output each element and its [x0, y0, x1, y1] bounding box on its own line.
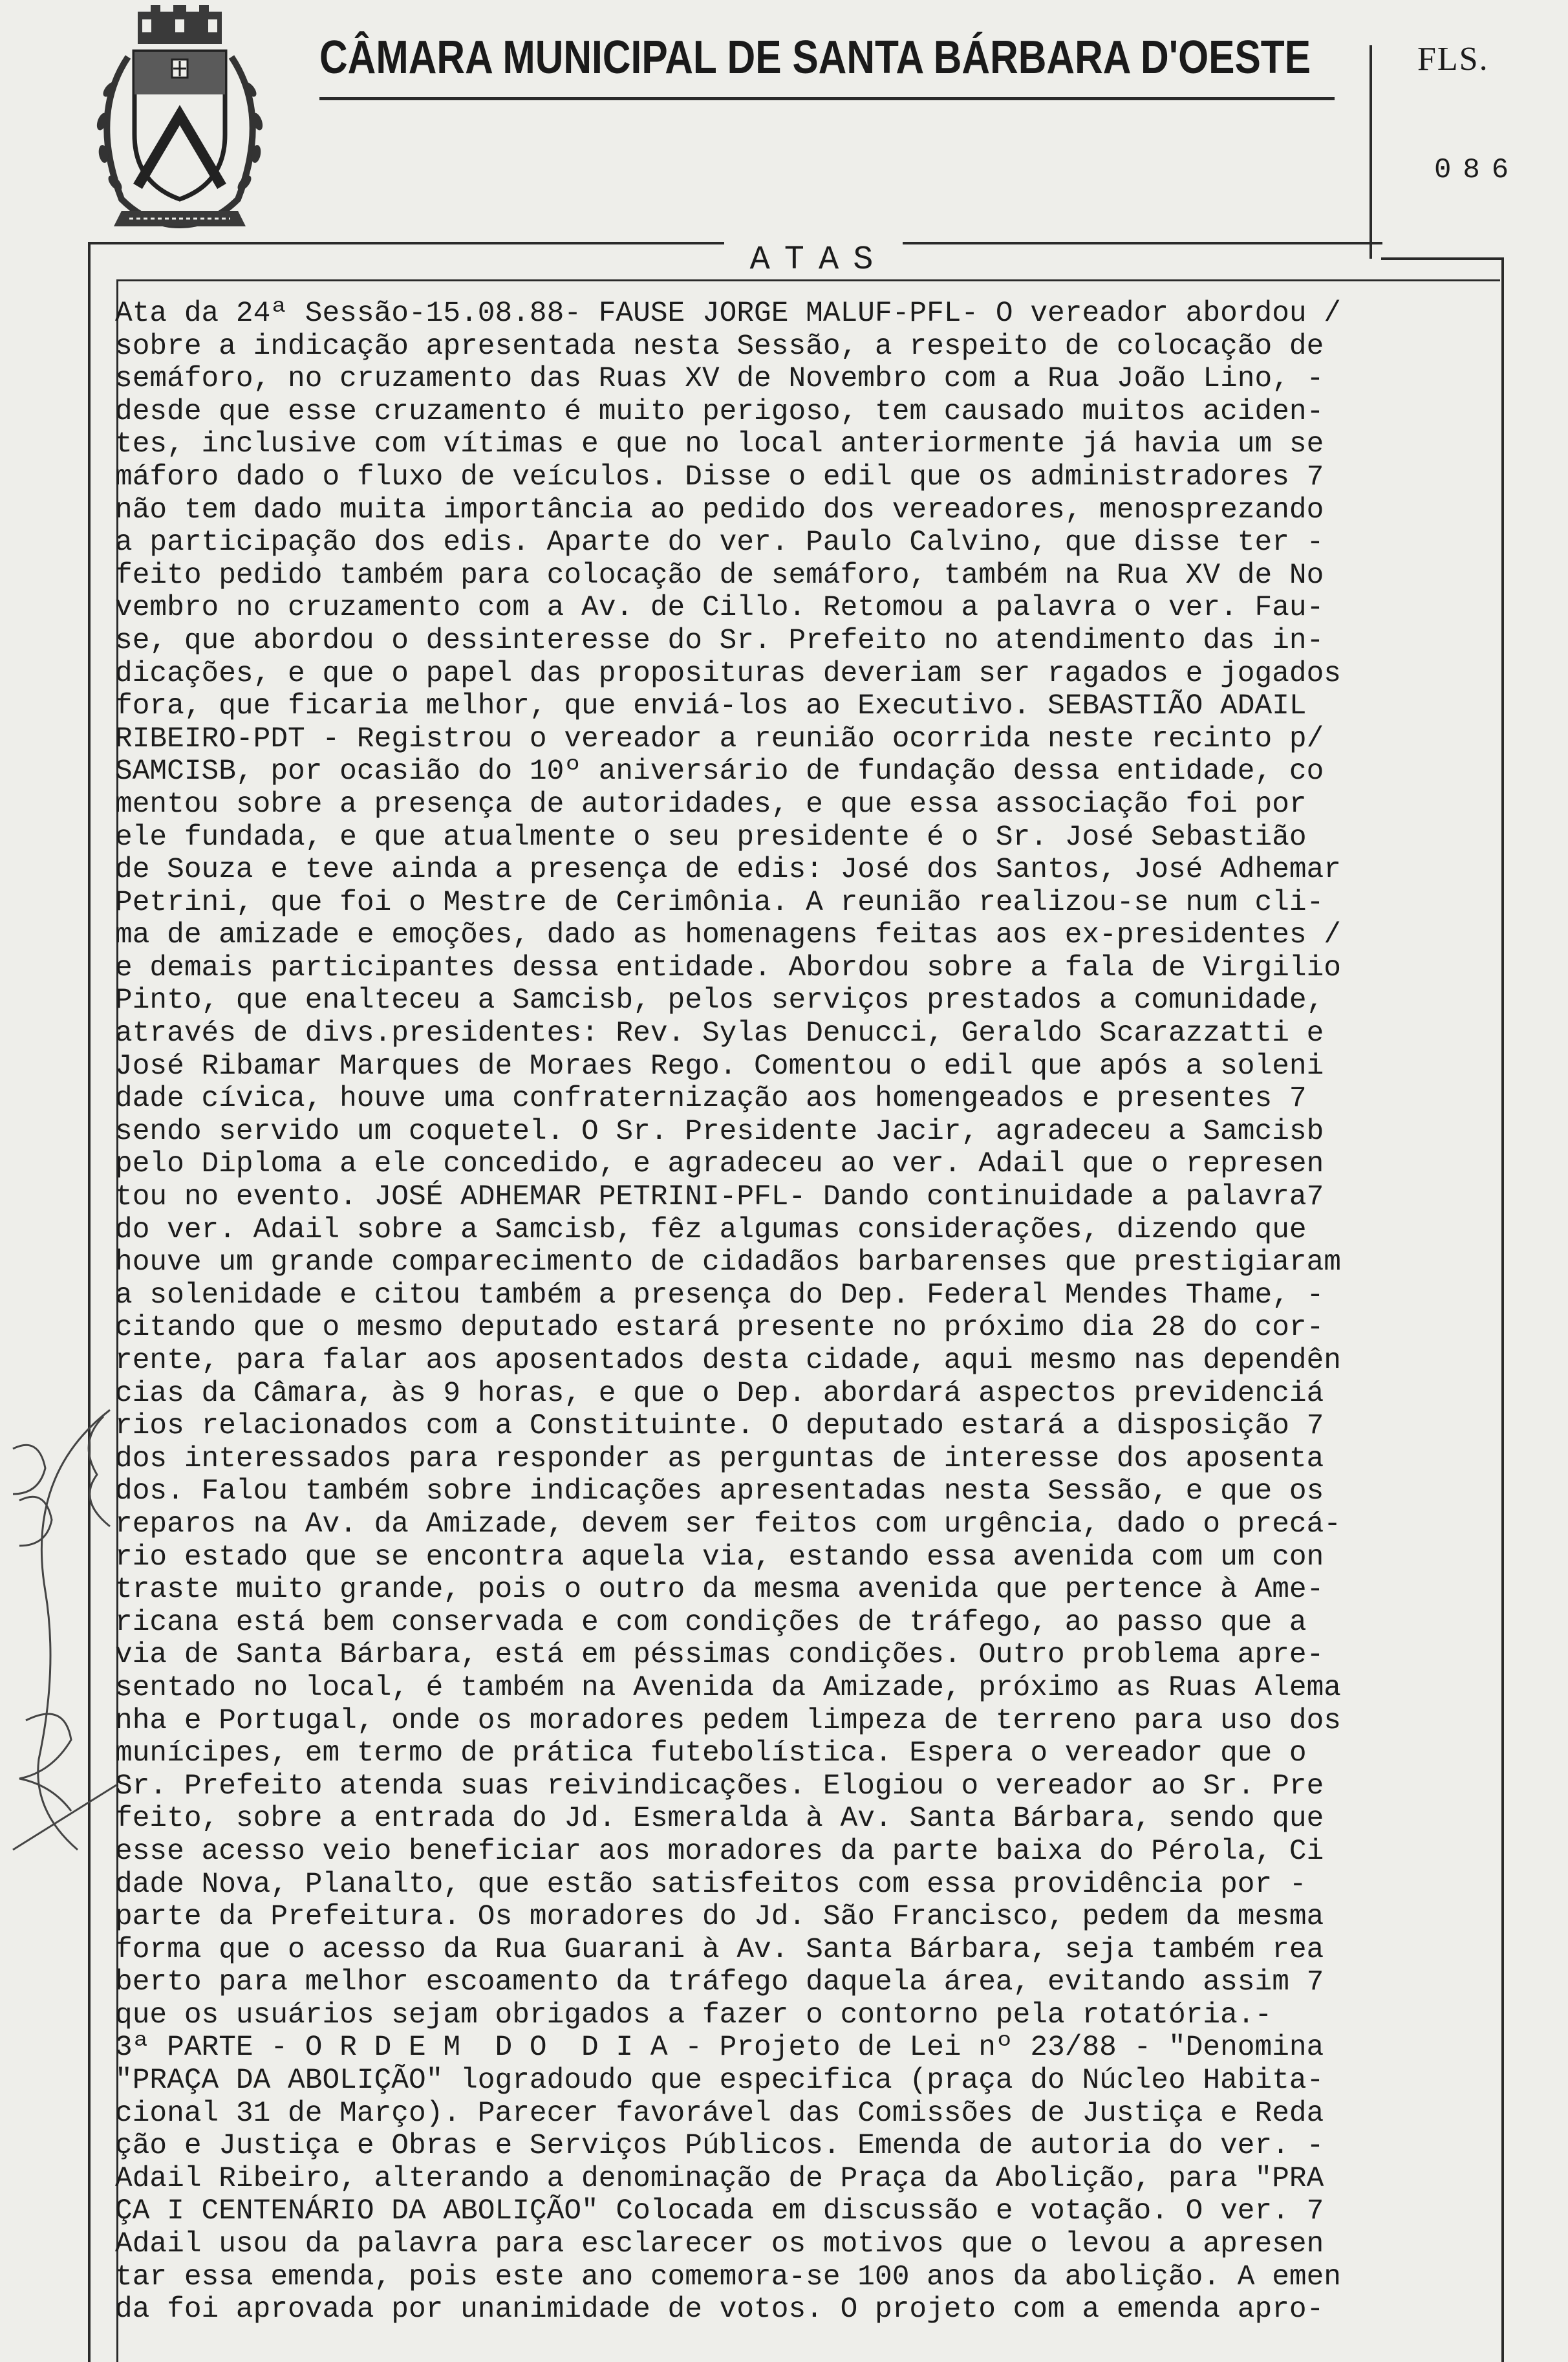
minutes-line: mentou sobre a presença de autoridades, e que essa associação foi por — [115, 788, 1307, 821]
minutes-line: Petrini, que foi o Mestre de Cerimônia. A reunião realizou-se num cli- — [115, 886, 1324, 919]
minutes-line: "PRAÇA DA ABOLIÇÃO" logradoudo que especifica (praça do Núcleo Habita- — [115, 2064, 1324, 2097]
minutes-line: esse acesso veio beneficiar aos moradores da parte baixa do Pérola, Ci — [115, 1835, 1324, 1868]
minutes-line: feito, sobre a entrada do Jd. Esmeralda à Av. Santa Bárbara, sendo que — [115, 1803, 1324, 1836]
minutes-line: que os usuários sejam obrigados a fazer o contorno pela rotatória.- — [115, 1999, 1273, 2032]
minutes-line: nha e Portugal, onde os moradores pedem limpeza de terreno para uso dos — [115, 1704, 1342, 1737]
minutes-line: sentado no local, é também na Avenida da Amizade, próximo as Ruas Alema — [115, 1671, 1342, 1704]
minutes-line: não tem dado muita importância ao pedido dos vereadores, menosprezando — [115, 493, 1324, 526]
minutes-line: do ver. Adail sobre a Samcisb, fêz algumas considerações, dizendo que — [115, 1213, 1307, 1246]
minutes-line: dicações, e que o papel das proposituras deveriam ser ragados e jogados — [115, 657, 1342, 690]
minutes-line: SAMCISB, por ocasião do 10º aniversário de fundação dessa entidade, co — [115, 755, 1324, 788]
minutes-line: ÇA I CENTENÁRIO DA ABOLIÇÃO" Colocada em discussão e votação. O ver. 7 — [115, 2195, 1324, 2228]
minutes-line: reparos na Av. da Amizade, devem ser feitos com urgência, dado o precá- — [115, 1508, 1342, 1541]
minutes-line: ma de amizade e emoções, dado as homenagens feitas aos ex-presidentes / — [115, 919, 1342, 952]
minutes-line: cional 31 de Março). Parecer favorável das Comissões de Justiça e Reda — [115, 2097, 1324, 2130]
minutes-line: dos interessados para responder as perguntas de interesse dos aposenta — [115, 1442, 1324, 1475]
minutes-line: forma que o acesso da Rua Guarani à Av. Santa Bárbara, seja também rea — [115, 1933, 1324, 1966]
minutes-line: a participação dos edis. Aparte do ver. Paulo Calvino, que disse ter - — [115, 526, 1324, 559]
minutes-line: José Ribamar Marques de Moraes Rego. Comentou o edil que após a soleni — [115, 1050, 1324, 1083]
minutes-line: Adail usou da palavra para esclarecer os motivos que o levou a apresen — [115, 2228, 1324, 2261]
minutes-line: tar essa emenda, pois este ano comemora-se 100 anos da abolição. A emen — [115, 2260, 1342, 2293]
frame-top-left — [88, 242, 724, 244]
minutes-line: fora, que ficaria melhor, que enviá-los ao Executivo. SEBASTIÃO ADAIL — [115, 690, 1307, 723]
minutes-line: de Souza e teve ainda a presença de edis: José dos Santos, José Adhemar — [115, 854, 1342, 887]
minutes-line: RIBEIRO-PDT - Registrou o vereador a reunião ocorrida neste recinto p/ — [115, 722, 1324, 755]
frame-left — [88, 242, 91, 2362]
minutes-line: sobre a indicação apresentada nesta Sessão, a respeito de colocação de — [115, 330, 1324, 363]
minutes-line: dos. Falou também sobre indicações apresentadas nesta Sessão, e que os — [115, 1475, 1324, 1508]
minutes-line: máforo dado o fluxo de veículos. Disse o edil que os administradores 7 — [115, 460, 1324, 493]
minutes-line: tou no evento. JOSÉ ADHEMAR PETRINI-PFL- Dando continuidade a palavra7 — [115, 1181, 1324, 1214]
frame-cap — [1381, 257, 1504, 260]
minutes-line: desde que esse cruzamento é muito perigoso, tem causado muitos aciden- — [115, 395, 1324, 428]
minutes-line: e demais participantes dessa entidade. Abordou sobre a fala de Virgilio — [115, 951, 1342, 984]
minutes-line: tes, inclusive com vítimas e que no local anteriormente já havia um se — [115, 428, 1324, 461]
frame-top-right — [903, 242, 1382, 244]
minutes-line: vembro no cruzamento com a Av. de Cillo. Retomou a palavra o ver. Fau- — [115, 592, 1324, 625]
minutes-line: munícipes, em termo de prática futebolística. Espera o vereador que o — [115, 1737, 1307, 1770]
minutes-line: sendo servido um coquetel. O Sr. Presidente Jacir, agradeceu a Samcisb — [115, 1115, 1324, 1148]
minutes-line: 3ª PARTE - O R D E M D O D I A - Projeto de Lei nº 23/88 - "Denomina — [115, 2032, 1324, 2064]
minutes-line: cias da Câmara, às 9 horas, e que o Dep. abordará aspectos previdenciá — [115, 1377, 1324, 1410]
minutes-line: da foi aprovada por unanimidade de votos. O projeto com a emenda apro- — [115, 2293, 1324, 2326]
header-divider — [1369, 45, 1372, 259]
minutes-line: através de divs.presidentes: Rev. Sylas Denucci, Geraldo Scarazzatti e — [115, 1017, 1324, 1050]
minutes-body — [115, 298, 1505, 2326]
minutes-line: dade Nova, Planalto, que estão satisfeitos com essa providência por - — [115, 1868, 1307, 1901]
page-number: 086 — [1434, 154, 1521, 186]
inner-frame-top — [116, 279, 1500, 281]
header-title: CÂMARA MUNICIPAL DE SANTA BÁRBARA D'OESTE — [319, 32, 1311, 83]
fls-label: FLS. — [1417, 41, 1489, 78]
minutes-line: Ata da 24ª Sessão-15.08.88- FAUSE JORGE MALUF-PFL- O vereador abordou / — [115, 298, 1342, 330]
minutes-line: pelo Diploma a ele concedido, e agradeceu ao ver. Adail que o represen — [115, 1148, 1324, 1181]
handwritten-mark-icon — [0, 1397, 129, 1863]
section-title: ATAS — [737, 241, 900, 279]
minutes-line: Pinto, que enalteceu a Samcisb, pelos serviços prestados a comunidade, — [115, 984, 1324, 1017]
minutes-line: houve um grande comparecimento de cidadãos barbarenses que prestigiaram — [115, 1246, 1342, 1279]
coat-of-arms-icon — [76, 5, 283, 238]
minutes-line: traste muito grande, pois o outro da mesma avenida que pertence à Ame- — [115, 1574, 1324, 1607]
minutes-line: dade cívica, houve uma confraternização aos homengeados e presentes 7 — [115, 1083, 1307, 1116]
minutes-line: rente, para falar aos aposentados desta cidade, aqui mesmo nas dependên — [115, 1345, 1342, 1377]
minutes-line: rios relacionados com a Constituinte. O deputado estará a disposição 7 — [115, 1410, 1324, 1443]
minutes-line: citando que o mesmo deputado estará presente no próximo dia 28 do cor- — [115, 1312, 1324, 1345]
minutes-line: parte da Prefeitura. Os moradores do Jd. São Francisco, pedem da mesma — [115, 1901, 1324, 1934]
minutes-line: ção e Justiça e Obras e Serviços Públicos. Emenda de autoria do ver. - — [115, 2130, 1324, 2163]
minutes-line: semáforo, no cruzamento das Ruas XV de Novembro com a Rua João Lino, - — [115, 363, 1324, 396]
minutes-line: berto para melhor escoamento da tráfego daquela área, evitando assim 7 — [115, 1966, 1324, 1999]
minutes-line: Adail Ribeiro, alterando a denominação de Praça da Abolição, para "PRA — [115, 2162, 1324, 2195]
minutes-line: ricana está bem conservada e com condições de tráfego, ao passo que a — [115, 1606, 1307, 1639]
minutes-line: feito pedido também para colocação de semáforo, também na Rua XV de No — [115, 559, 1324, 592]
header-rule — [319, 97, 1335, 100]
minutes-line: Sr. Prefeito atenda suas reivindicações. Elogiou o vereador ao Sr. Pre — [115, 1770, 1324, 1803]
minutes-line: via de Santa Bárbara, está em péssimas condições. Outro problema apre- — [115, 1639, 1324, 1672]
minutes-line: ele fundada, e que atualmente o seu presidente é o Sr. José Sebastião — [115, 821, 1307, 854]
minutes-line: rio estado que se encontra aquela via, estando essa avenida com um con — [115, 1541, 1324, 1574]
minutes-line: a solenidade e citou também a presença do Dep. Federal Mendes Thame, - — [115, 1279, 1324, 1312]
minutes-line: se, que abordou o dessinteresse do Sr. Prefeito no atendimento das in- — [115, 624, 1324, 657]
